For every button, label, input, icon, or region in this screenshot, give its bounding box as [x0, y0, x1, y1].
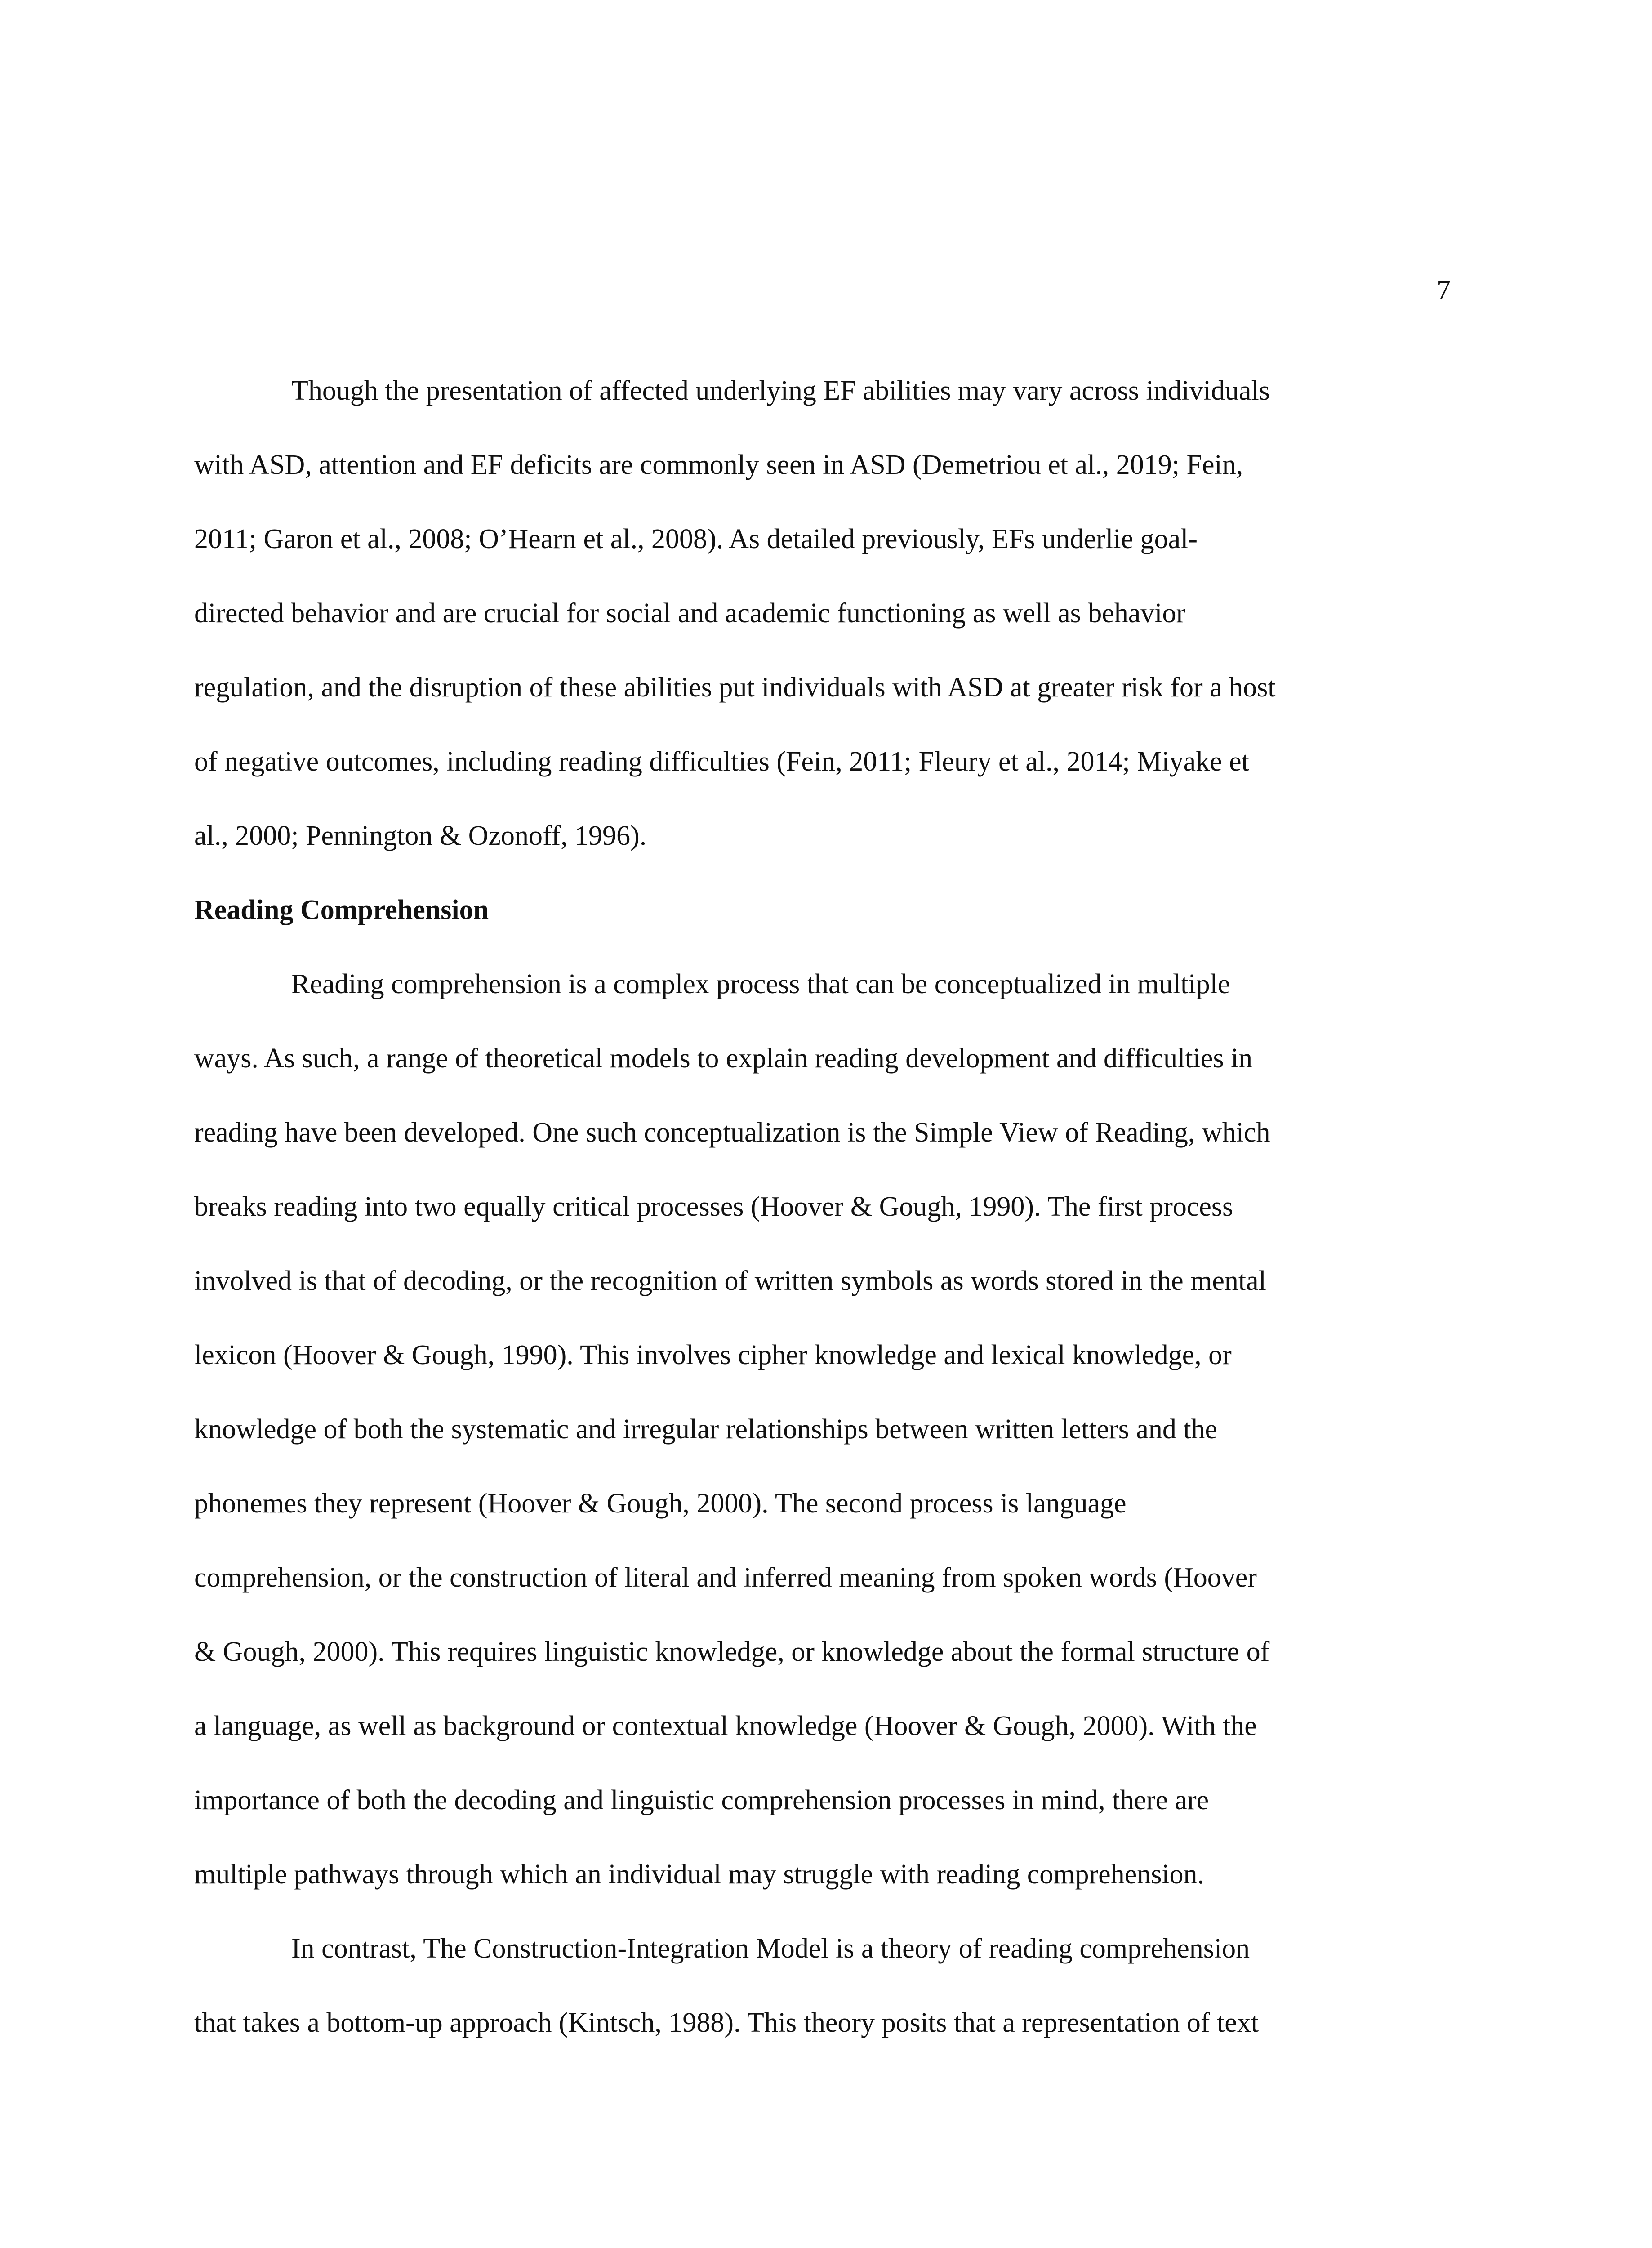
- text-line: al., 2000; Pennington & Ozonoff, 1996).: [194, 821, 647, 851]
- text-line: a language, as well as background or contextual knowledge (Hoover & Gough, 2000). With the: [194, 1711, 1257, 1741]
- text-line: ways. As such, a range of theoretical models to explain reading development and difficulties in: [194, 1043, 1253, 1074]
- text-line: lexicon (Hoover & Gough, 1990). This involves cipher knowledge and lexical knowledge, or: [194, 1340, 1232, 1370]
- section-heading: Reading Comprehension: [194, 895, 489, 925]
- text-line: reading have been developed. One such conceptualization is the Simple View of Reading, which: [194, 1117, 1270, 1148]
- text-line: directed behavior and are crucial for social and academic functioning as well as behavior: [194, 598, 1186, 629]
- page-number: 7: [1437, 275, 1451, 306]
- text-line: involved is that of decoding, or the recognition of written symbols as words stored in the mental: [194, 1266, 1266, 1296]
- text-line: 2011; Garon et al., 2008; O’Hearn et al., 2008). As detailed previously, EFs underlie goal-: [194, 524, 1198, 554]
- text-line: regulation, and the disruption of these abilities put individuals with ASD at greater risk for a host: [194, 672, 1276, 703]
- text-line: Though the presentation of affected underlying EF abilities may vary across individuals: [291, 375, 1270, 406]
- text-line: knowledge of both the systematic and irregular relationships between written letters and the: [194, 1414, 1218, 1445]
- text-line: phonemes they represent (Hoover & Gough, 2000). The second process is language: [194, 1488, 1127, 1519]
- text-line: In contrast, The Construction-Integration Model is a theory of reading comprehension: [291, 1933, 1250, 1964]
- text-line: multiple pathways through which an individual may struggle with reading comprehension.: [194, 1859, 1205, 1890]
- text-line: that takes a bottom-up approach (Kintsch, 1988). This theory posits that a representation of text: [194, 2007, 1259, 2038]
- text-line: breaks reading into two equally critical processes (Hoover & Gough, 1990). The first process: [194, 1191, 1233, 1222]
- text-line: Reading comprehension is a complex process that can be conceptualized in multiple: [291, 969, 1230, 999]
- text-line: comprehension, or the construction of literal and inferred meaning from spoken words (Hoover: [194, 1562, 1257, 1593]
- text-line: of negative outcomes, including reading difficulties (Fein, 2011; Fleury et al., 2014; Miyake et: [194, 746, 1249, 777]
- text-line: with ASD, attention and EF deficits are commonly seen in ASD (Demetriou et al., 2019; Fein,: [194, 450, 1243, 480]
- text-line: importance of both the decoding and linguistic comprehension processes in mind, there are: [194, 1785, 1209, 1815]
- text-line: & Gough, 2000). This requires linguistic knowledge, or knowledge about the formal structure of: [194, 1637, 1270, 1667]
